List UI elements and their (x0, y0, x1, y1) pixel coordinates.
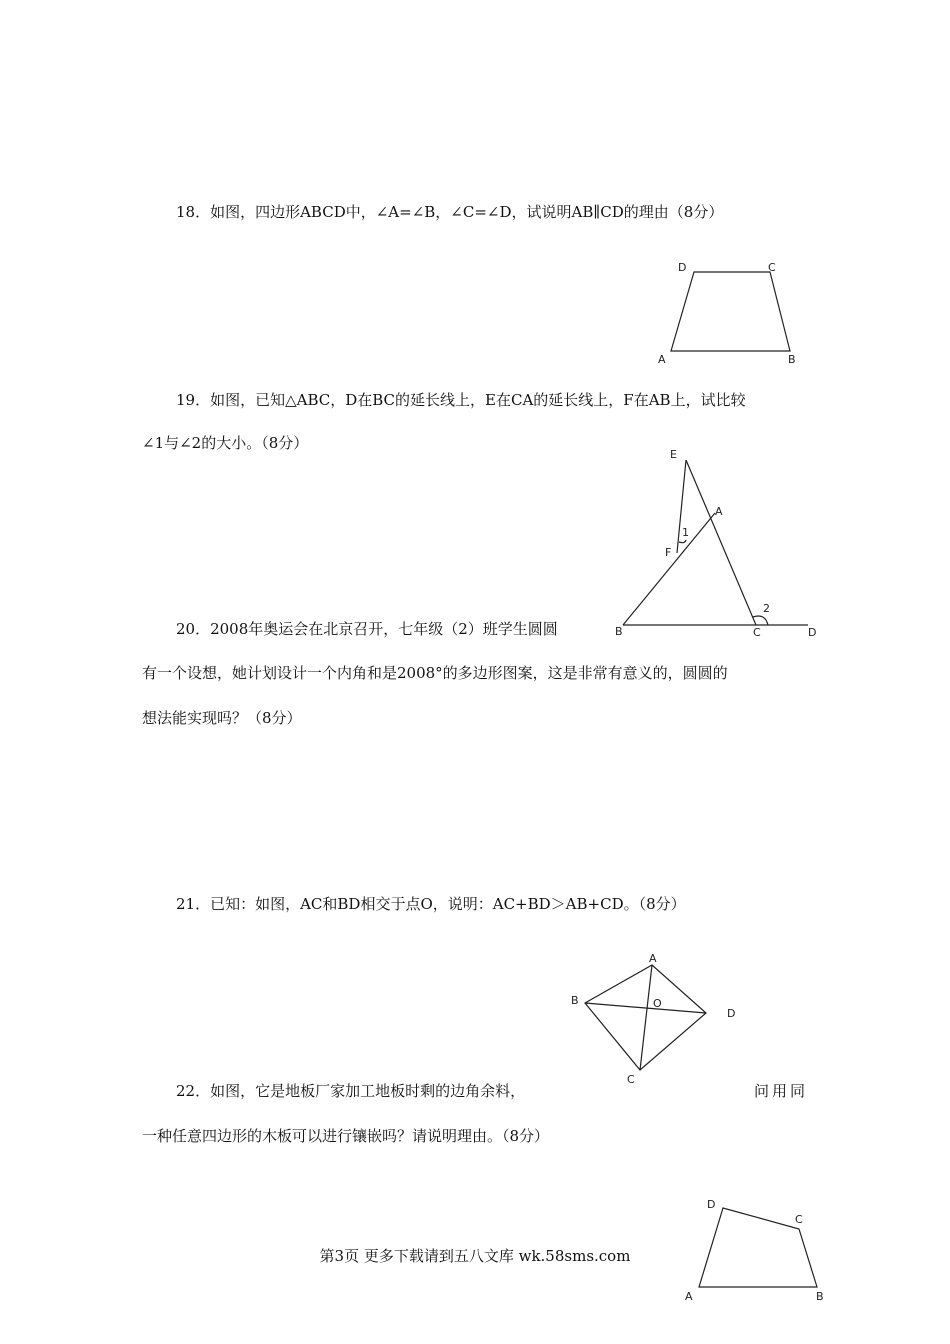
q21-label-B: B (571, 994, 579, 1007)
q19-label-C: C (753, 626, 761, 639)
q18-label-B: B (788, 353, 796, 366)
q18-trapezoid (671, 272, 790, 351)
q22-label-C: C (795, 1213, 803, 1226)
q20-line2: 有一个设想，她计划设计一个内角和是2008°的多边形图案，这是非常有意义的，圆圆的 (142, 664, 728, 682)
q19-label-E: E (670, 448, 677, 461)
q21-label-A: A (649, 952, 657, 965)
q19-label-F: F (665, 546, 672, 559)
page-footer: 第3页 更多下载请到五八文库 wk.58sms.com (319, 1247, 631, 1265)
q20-line3: 想法能实现吗？（8分） (142, 709, 302, 727)
q19-line-BA (623, 513, 715, 625)
q19-line2: ∠1与∠2的大小。（8分） (142, 434, 309, 452)
q19-angle1-arc (679, 540, 686, 543)
q22-label-D: D (707, 1198, 716, 1211)
q21-quadrilateral-figure (565, 945, 755, 1085)
q19-line1: 19．如图，已知△ABC，D在BC的延长线上，E在CA的延长线上，F在AB上，试比较 (176, 391, 746, 409)
q22-line1a: 22．如图，它是地板厂家加工地板时剩的边角余料， (176, 1082, 526, 1100)
q22-label-B: B (816, 1290, 824, 1303)
q22-line2: 一种任意四边形的木板可以进行镶嵌吗？请说明理由。（8分） (142, 1127, 550, 1145)
q21-diagonal-AC (640, 965, 652, 1070)
q18-trapezoid-figure (640, 255, 820, 370)
q19-triangle-figure (610, 440, 830, 640)
q21-label-D: D (727, 1007, 736, 1020)
q18-label-A: A (658, 353, 666, 366)
q21-label-O: O (653, 997, 662, 1010)
q21-label-C: C (627, 1073, 635, 1086)
q19-label-B: B (615, 625, 623, 638)
q19-line-EC (686, 460, 756, 625)
q21-text: 21．已知：如图，AC和BD相交于点O，说明：AC+BD＞AB+CD。（8分） (176, 895, 686, 913)
q19-label-1: 1 (682, 526, 689, 539)
q19-label-D: D (808, 626, 817, 639)
q18-text: 18．如图，四边形ABCD中，∠A=∠B，∠C=∠D，试说明AB∥CD的理由（8分） (176, 203, 724, 221)
q21-diagonal-BD (585, 1003, 706, 1013)
q19-line-EF (677, 460, 686, 553)
q18-label-C: C (768, 261, 776, 274)
q22-label-A: A (685, 1290, 693, 1303)
q19-label-2: 2 (763, 602, 770, 615)
q19-label-A: A (715, 505, 723, 518)
q22-line1b: 问用同 (754, 1082, 809, 1100)
q20-line1: 20．2008年奥运会在北京召开，七年级（2）班学生圆圆 (176, 620, 558, 638)
q18-label-D: D (678, 261, 687, 274)
